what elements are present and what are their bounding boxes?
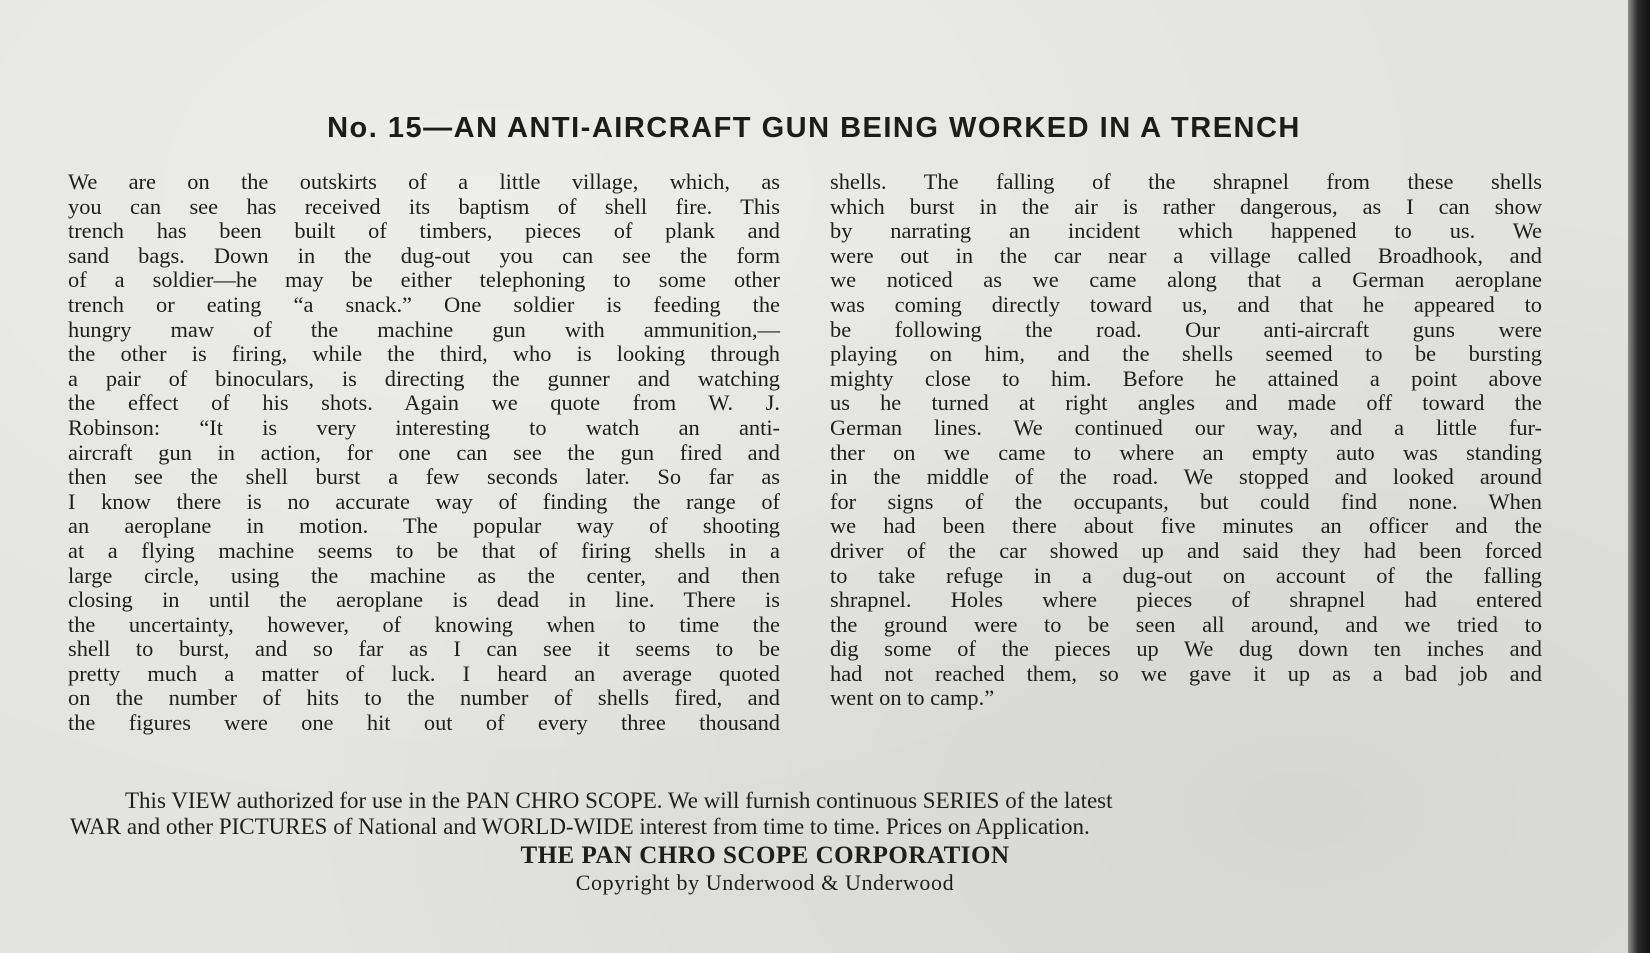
text-line: Robinson: “It is very interesting to watch an anti-: [68, 414, 780, 440]
card-edge-shadow: [1628, 0, 1650, 953]
text-line: we noticed as we came along that a German aeroplane: [830, 267, 1542, 293]
footer-line-2: WAR and other PICTURES of National and WORLD-WIDE interest from time to time. Prices on Application.: [70, 814, 1090, 839]
text-line: us he turned at right angles and made off toward the: [830, 390, 1542, 416]
text-line: on the number of hits to the number of shells fired, and: [68, 685, 780, 711]
text-line: to take refuge in a dug-out on account of the falling: [830, 562, 1542, 588]
card-title: No. 15—AN ANTI-AIRCRAFT GUN BEING WORKED IN A TRENCH: [327, 112, 1301, 144]
text-line: German lines. We continued our way, and a little fur-: [830, 414, 1542, 440]
left-text-column: [68, 170, 780, 736]
copyright-notice: Copyright by Underwood & Underwood: [575, 870, 955, 895]
right-text-column: [830, 170, 1542, 711]
text-line: be following the road. Our anti-aircraft guns were: [830, 316, 1542, 342]
text-line: the ground were to be seen all around, and we tried to: [830, 611, 1542, 637]
text-line: trench or eating “a snack.” One soldier is feeding the: [68, 291, 780, 317]
text-line: a pair of binoculars, is directing the gunner and watching: [68, 365, 780, 391]
text-line: I know there is no accurate way of finding the range of: [68, 488, 780, 514]
text-line: mighty close to him. Before he attained a point above: [830, 365, 1542, 391]
text-line: dig some of the pieces up We dug down ten inches and: [830, 636, 1542, 662]
text-line: closing in until the aeroplane is dead in line. There is: [68, 587, 780, 613]
text-line: the other is firing, while the third, who is looking through: [68, 341, 780, 367]
text-line: shell to burst, and so far as I can see it seems to be: [68, 636, 780, 662]
footer-line-1: This VIEW authorized for use in the PAN CHRO SCOPE. We will furnish continuous SERIES of the latest: [125, 788, 1113, 813]
text-line: was coming directly toward us, and that he appeared to: [830, 291, 1542, 317]
text-line: large circle, using the machine as the center, and then: [68, 562, 780, 588]
text-line: of a soldier—he may be either telephoning to some other: [68, 267, 780, 293]
text-line: had not reached them, so we gave it up as a bad job and: [830, 660, 1542, 686]
text-line: an aeroplane in motion. The popular way of shooting: [68, 513, 780, 539]
text-line: by narrating an incident which happened to us. We: [830, 218, 1542, 244]
text-line: trench has been built of timbers, pieces of plank and: [68, 218, 780, 244]
text-line: were out in the car near a village called Broadhook, and: [830, 242, 1542, 268]
text-line: sand bags. Down in the dug-out you can see the form: [68, 242, 780, 268]
text-line: ther on we came to where an empty auto was standing: [830, 439, 1542, 465]
text-line: in the middle of the road. We stopped and looked around: [830, 464, 1542, 490]
text-line: shrapnel. Holes where pieces of shrapnel had entered: [830, 587, 1542, 613]
text-line: then see the shell burst a few seconds later. So far as: [68, 464, 780, 490]
text-line: for signs of the occupants, but could find none. When: [830, 488, 1542, 514]
text-line: at a flying machine seems to be that of firing shells in a: [68, 537, 780, 563]
text-line: shells. The falling of the shrapnel from these shells: [830, 169, 1542, 194]
text-line: which burst in the air is rather dangerous, as I can show: [830, 193, 1542, 219]
text-line: We are on the outskirts of a little village, which, as: [68, 169, 780, 194]
text-line: we had been there about five minutes an officer and the: [830, 513, 1542, 539]
text-line: the figures were one hit out of every three thousand: [68, 710, 780, 736]
text-line: the uncertainty, however, of knowing when to time the: [68, 611, 780, 637]
card-footer: [70, 788, 1550, 896]
text-line: the effect of his shots. Again we quote from W. J.: [68, 390, 780, 416]
text-line: you can see has received its baptism of shell fire. This: [68, 193, 780, 219]
text-line: pretty much a matter of luck. I heard an average quoted: [68, 660, 780, 686]
text-line: playing on him, and the shells seemed to be bursting: [830, 341, 1542, 367]
text-line: went on to camp.”: [830, 685, 995, 711]
text-line: driver of the car showed up and said they had been forced: [830, 537, 1542, 563]
corporation-name: THE PAN CHRO SCOPE CORPORATION: [520, 842, 1010, 869]
text-line: aircraft gun in action, for one can see the gun fired and: [68, 439, 780, 465]
text-line: hungry maw of the machine gun with ammunition,—: [68, 316, 780, 342]
